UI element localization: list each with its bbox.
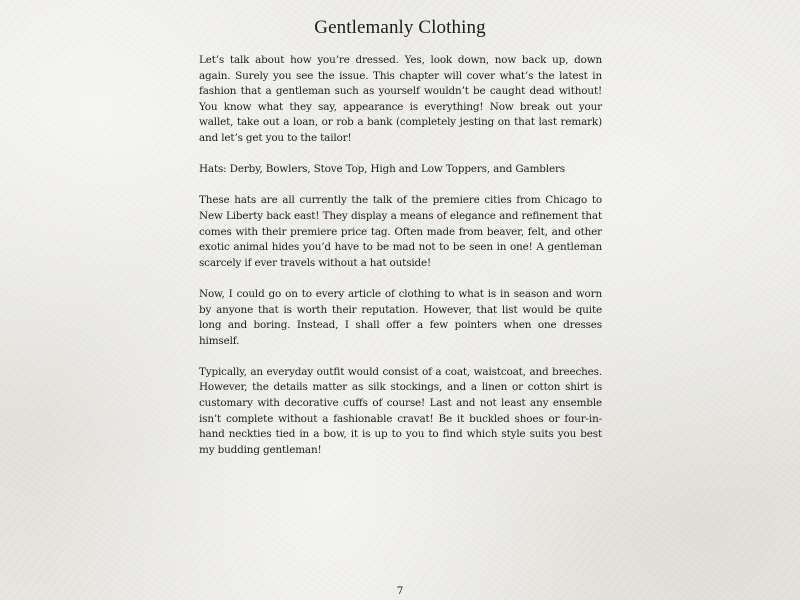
paragraph-hats-heading: Hats: Derby, Bowlers, Stove Top, High and Low Toppers, and Gamblers: [199, 163, 565, 176]
chapter-title: Gentlemanly Clothing: [314, 17, 486, 38]
paragraph-pointers: Now, I could go on to every article of clothing to what is in season and worn by anyone that is worth their reputation. However, that list would be quite long and boring. Instead, I shall offer a few pointers when one dresses himself.: [199, 287, 602, 347]
paragraph-intro: Let’s talk about how you’re dressed. Yes, look down, now back up, down again. Surely you see the issue. This chapter will cover what’s the latest in fashion that a gentleman such as yourself wouldn’t be caught dead without! You know what they say, appearance is everything! Now break out your wallet, take out a loan, or rob a bank (completely jesting on that last remark) and let’s get you to the tailor!: [199, 54, 602, 144]
chapter-body: [199, 53, 602, 474]
paragraph-outfit: Typically, an everyday outfit would consist of a coat, waistcoat, and breeches. However, the details matter as silk stockings, and a linen or cotton shirt is customary with decorative cuffs of course! Last and not least any ensemble isn’t complete without a fashionable cravat! Be it buckled shoes or four-in-hand neckties tied in a bow, it is up to you to find which style suits you best my budding gentleman!: [199, 365, 602, 456]
page-number: 7: [396, 585, 404, 597]
paragraph-hats: These hats are all currently the talk of the premiere cities from Chicago to New Liberty back east! They display a means of elegance and refinement that comes with their premiere price tag. Often made from beaver, felt, and other exotic animal hides you’d have to be mad not to be seen in one! A gentleman scarcely if ever travels without a hat outside!: [199, 194, 602, 269]
